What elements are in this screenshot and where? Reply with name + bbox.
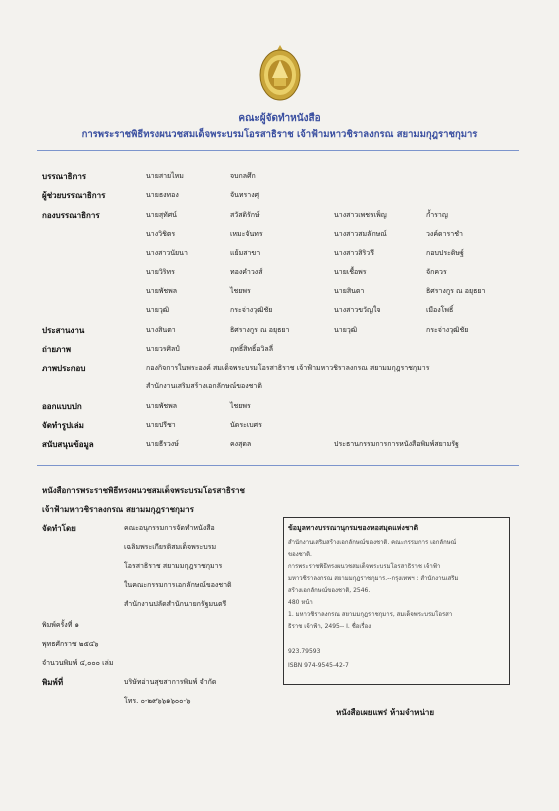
book-title-line: หนังสือการพระราชพิธีทรงผนวชสมเด็จพระบรมโอรสาธิราช <box>42 486 245 495</box>
role-layout: จัดทำรูปเล่ม <box>42 421 84 430</box>
produced-by-line: เฉลิมพระเกียรติสมเด็จพระบรม <box>124 543 217 551</box>
credit-last-name: จันทรางศุ <box>230 191 260 199</box>
cip-isbn: ISBN 974-9545-42-7 <box>288 662 349 669</box>
credit-first-name: นางสาวนัยนา <box>146 249 188 257</box>
cip-title: ข้อมูลทางบรรณานุกรมของหอสมุดแห่งชาติ <box>288 524 419 532</box>
credit-first-name: นายวิริทร <box>146 268 175 276</box>
produced-by-line: คณะอนุกรรมการจัดทำหนังสือ <box>124 524 215 532</box>
credit-first-name: นางสาวขวัญใจ <box>334 306 381 314</box>
credit-last-name: แย้มสาขา <box>230 249 261 257</box>
page-title: คณะผู้จัดทำหนังสือ <box>238 113 321 124</box>
credit-first-name: นางสาวเพชรเพ็ญ <box>334 211 387 219</box>
credit-last-name: กระจ่างวุฒิชัย <box>230 306 273 314</box>
credit-last-name: ธิศรางกูร ณ อยุธยา <box>230 326 290 334</box>
credit-last-name: สวัสดิรักษ์ <box>230 211 260 219</box>
cip-box <box>283 517 510 685</box>
cip-line: สำนักงานเสริมสร้างเอกลักษณ์ของชาติ. คณะกรรมการ เอกลักษณ์ <box>288 539 457 546</box>
produced-by-label: จัดทำโดย <box>42 524 76 533</box>
credit-last-name: จักควร <box>426 268 447 276</box>
credit-last-name: ฤทธิ์สิทธิ์อวิลลี่ <box>230 345 273 353</box>
cip-classification: 923.79593 <box>288 648 321 655</box>
credit-first-name: นายสินตา <box>334 287 365 295</box>
role-editorial-board: กองบรรณาธิการ <box>42 211 100 220</box>
role-photography: ถ่ายภาพ <box>42 345 72 354</box>
credit-first-name: นายเชื้อพร <box>334 268 367 276</box>
print-copies: จำนวนพิมพ์ ๔,๐๐๐ เล่ม <box>42 659 114 667</box>
role-cover-design: ออกแบบปก <box>42 402 82 411</box>
role-coordinators: ประสานงาน <box>42 326 85 335</box>
edition: พิมพ์ครั้งที่ ๑ <box>42 621 79 629</box>
credit-first-name: นายวุฒิ <box>146 306 170 314</box>
printer-name: บริษัทอ่านสุขสาการพิมพ์ จำกัด <box>124 678 217 686</box>
printer-label: พิมพ์ที่ <box>42 678 64 687</box>
book-title-line: เจ้าฟ้ามหาวชิราลงกรณ สยามมกุฎราชกุมาร <box>42 505 194 514</box>
role-illustrations: ภาพประกอบ <box>42 364 86 373</box>
credit-first-name: นางวิชิตร <box>146 230 176 238</box>
credit-first-name: นางสาวสิริวรี <box>334 249 374 257</box>
illustrations-line: สำนักงานเสริมสร้างเอกลักษณ์ของชาติ <box>146 382 262 390</box>
produced-by-line: ในคณะกรรมการเอกลักษณ์ของชาติ <box>124 581 232 589</box>
divider <box>37 465 519 466</box>
produced-by-line: สำนักงานปลัดสำนักนายกรัฐมนตรี <box>124 600 227 608</box>
credit-first-name: นางสินตา <box>146 326 176 334</box>
credit-first-name: นายพัชพล <box>146 402 178 410</box>
cip-line: 480 หน้า <box>288 599 313 606</box>
royal-emblem-icon <box>258 44 302 102</box>
credit-first-name: นายวุฒิ <box>334 326 358 334</box>
credit-last-name: ก้ำราญ <box>426 211 448 219</box>
support-organization: ประธานกรรมการการหนังสือพิมพ์สยามรัฐ <box>334 440 459 448</box>
divider <box>37 150 519 151</box>
credit-last-name: ทองคำวงส์ <box>230 268 263 276</box>
credit-last-name: คงสุดล <box>230 440 252 448</box>
credit-first-name: นายสายไหม <box>146 172 184 180</box>
credit-first-name: นายปรีชา <box>146 421 176 429</box>
role-assistant-editor: ผู้ช่วยบรรณาธิการ <box>42 191 106 200</box>
credit-last-name: ไชยพร <box>230 287 251 295</box>
produced-by-line: โอรสาธิราช สยามมกุฎราชกุมาร <box>124 562 223 570</box>
credit-first-name: นายสุทัศน์ <box>146 211 177 219</box>
credit-first-name: นายพัชพล <box>146 287 178 295</box>
credit-last-name: นัดระเบศร <box>230 421 262 429</box>
credit-first-name: นายธงทอง <box>146 191 179 199</box>
credit-last-name: กระจ่างวุฒิชัย <box>426 326 469 334</box>
cip-line: ธิราช เจ้าฟ้า, 2495-- I. ชื่อเรื่อง <box>288 623 372 630</box>
credit-first-name: นายธีรวงษ์ <box>146 440 179 448</box>
cip-line: ของชาติ. <box>288 551 312 558</box>
credit-last-name: จบกลศึก <box>230 172 256 180</box>
cip-line: สร้างเอกลักษณ์ของชาติ, 2546. <box>288 587 371 594</box>
not-for-sale-note: หนังสือเผยแพร่ ห้ามจำหน่าย <box>336 708 435 717</box>
page-subtitle: การพระราชพิธีทรงผนวชสมเด็จพระบรมโอรสาธิราช เจ้าฟ้ามหาวชิราลงกรณ สยามมกุฎราชกุมาร <box>81 129 478 140</box>
illustrations-line: กองกิจการในพระองค์ สมเด็จพระบรมโอรสาธิราช เจ้าฟ้ามหาวชิราลงกรณ สยามมกุฎราชกุมาร <box>146 364 430 372</box>
cip-line: มหาวชิราลงกรณ สยามมกุฎราชกุมาร.--กรุงเทพฯ : สำนักงานเสริม <box>288 575 459 582</box>
credit-last-name: ธิศรางกูร ณ อยุธยา <box>426 287 486 295</box>
credit-first-name: นางสาวสมลักษณ์ <box>334 230 387 238</box>
credit-last-name: วงค์ดาราชำ <box>426 230 463 238</box>
role-editor: บรรณาธิการ <box>42 172 87 181</box>
cip-line: การพระราชพิธีทรงผนวชสมเด็จพระบรมโอรสาธิราช เจ้าฟ้า <box>288 563 441 570</box>
cip-line: 1. มหาวชิราลงกรณ สยามมกุฎราชกุมาร, สมเด็จพระบรมโอรสา <box>288 611 453 618</box>
credit-last-name: ไชยพร <box>230 402 251 410</box>
credit-last-name: กอบประดิษฐ์ <box>426 249 464 257</box>
printer-phone: โทร. ๐-๒๙๖๖๑๖๐๐-๖ <box>124 697 191 705</box>
print-year: พุทธศักราช ๒๕๔๖ <box>42 640 99 648</box>
credit-last-name: เหมะจันทร <box>230 230 263 238</box>
credit-first-name: นายวรศิลป์ <box>146 345 180 353</box>
credit-last-name: เมืองโพธิ์ <box>426 306 454 314</box>
role-support: สนับสนุนข้อมูล <box>42 440 94 449</box>
